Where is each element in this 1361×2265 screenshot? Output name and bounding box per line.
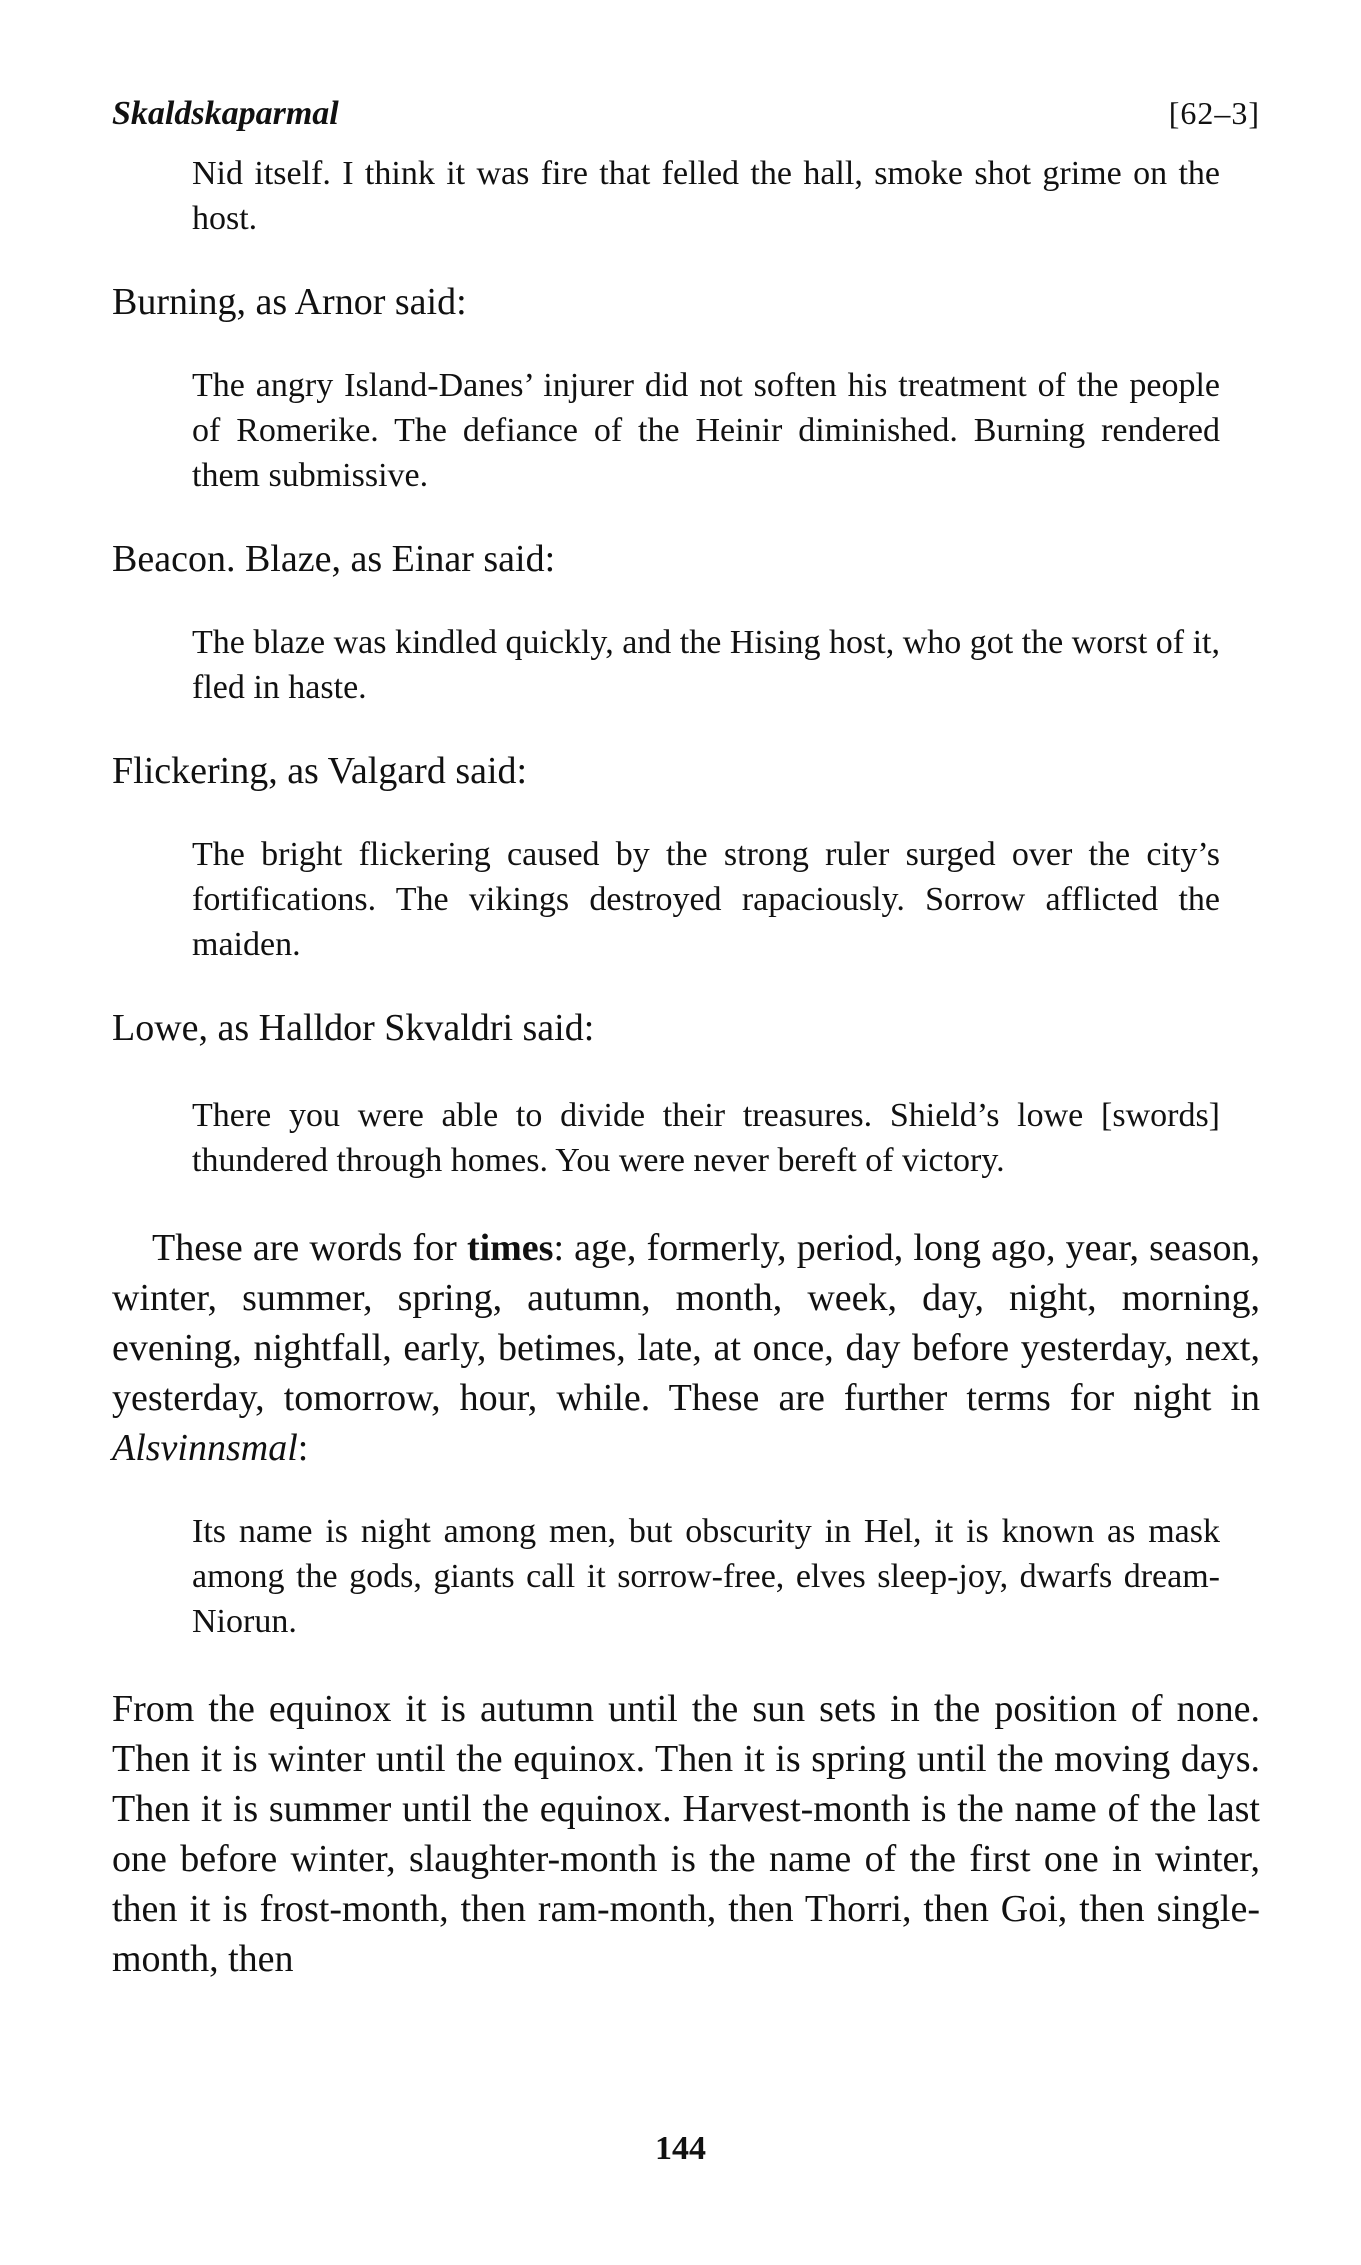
intro-burning: Burning, as Arnor said: [112, 281, 467, 323]
quote-lowe: There you were able to divide their treasures. Shield’s lowe [swords] thundered through homes. You were never bereft of victory. [192, 1097, 1220, 1179]
quote-blaze: The blaze was kindled quickly, and the Hising host, who got the worst of it, fled in haste. [192, 624, 1221, 706]
paragraph-times-end: : [297, 1427, 309, 1469]
intro-beacon: Beacon. Blaze, as Einar said: [112, 538, 556, 580]
source-alsvinnsmal: Alsvinnsmal [112, 1427, 298, 1469]
intro-lowe: Lowe, as Halldor Skvaldri said: [112, 1007, 595, 1049]
intro-flickering: Flickering, as Valgard said: [112, 750, 528, 792]
running-head [112, 95, 1260, 143]
running-head-title: Skaldskaparmal [112, 95, 339, 132]
book-page [112, 95, 1260, 1984]
quote-nid: Nid itself. I think it was fire that felled the hall, smoke shot grime on the host. [192, 155, 1220, 237]
running-head-page-ref: [62–3] [1168, 95, 1260, 131]
quote-flickering: The bright flickering caused by the strong ruler surged over the city’s fortifications. The vikings destroyed rapaciously. Sorrow afflicted the maiden. [192, 836, 1220, 963]
term-times: times [466, 1227, 554, 1269]
quote-night: Its name is night among men, but obscurity in Hel, it is known as mask among the gods, giants call it sorrow-free, elves sleep-joy, dwarfs dream-Niorun. [192, 1513, 1220, 1640]
paragraph-times [112, 1223, 1260, 1473]
paragraph-seasons: From the equinox it is autumn until the sun sets in the position of none. Then it is winter until the equinox. Then it is spring until the moving days. Then it is summer until the equinox. Harvest-month is the name of the last one before winter, slaughter-month is the name of the first one in winter, then it is frost-month, then ram-month, then Thorri, then Goi, then single-month, then [112, 1688, 1260, 1980]
paragraph-times-start: These are words for [152, 1227, 467, 1269]
quote-burning: The angry Island-Danes’ injurer did not soften his treatment of the people of Romerike. The defiance of the Heinir diminished. Burning rendered them submissive. [192, 367, 1220, 494]
page-number: 144 [655, 2130, 706, 2167]
paragraph-times-list: : age, formerly, period, long ago, year, season, winter, summer, spring, autumn, month, week, day, night, morning, evening, nightfall, early, betimes, late, at once, day before yesterday, next, yesterday, tomorrow, hour, while. These are further terms for night in [112, 1227, 1260, 1419]
